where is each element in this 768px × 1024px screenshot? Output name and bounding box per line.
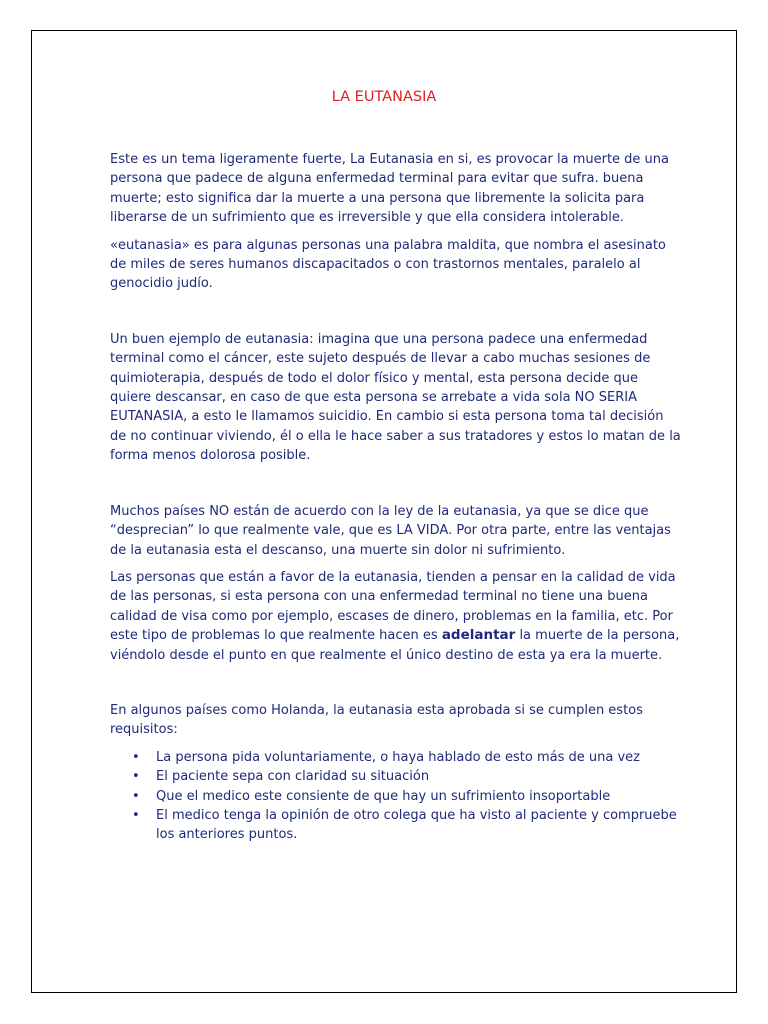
bullet-icon: •: [132, 807, 140, 823]
text-line: de la eutanasia esta el descanso, una muerte sin dolor ni sufrimiento.: [110, 542, 566, 558]
text-line: quimioterapia, después de todo el dolor físico y mental, esta persona decide que: [110, 370, 638, 386]
list-item: [110, 767, 658, 786]
text-line-with-emphasis: [110, 626, 680, 645]
list-item-text: El medico tenga la opinión de otro colega que ha visto al paciente y compruebe: [156, 807, 677, 823]
emphasized-word: adelantar: [441, 627, 516, 644]
text-line: En algunos países como Holanda, la eutanasia esta aprobada si se cumplen estos: [110, 702, 643, 718]
document-title: LA EUTANASIA: [331, 89, 437, 105]
text-line: EUTANASIA, a esto le llamamos suicidio. En cambio si esta persona toma tal decisión: [110, 409, 664, 425]
text-line: de miles de seres humanos discapacitados o con trastornos mentales, paralelo al: [110, 257, 641, 273]
paragraph-countries: [110, 502, 671, 560]
paragraph-intro: [110, 150, 669, 228]
bullet-icon: •: [132, 749, 140, 765]
text-line: Un buen ejemplo de eutanasia: imagina que una persona padece una enfermedad: [110, 331, 648, 347]
text-line: “desprecian” lo que realmente vale, que es LA VIDA. Por otra parte, entre las ventajas: [110, 523, 671, 539]
text-fragment: este tipo de problemas lo que realmente hacen es: [110, 628, 442, 644]
text-line: Este es un tema ligeramente fuerte, La Eutanasia en si, es provocar la muerte de una: [110, 152, 669, 167]
text-line: requisitos:: [110, 722, 178, 738]
list-item-text: El paciente sepa con claridad su situación: [156, 769, 430, 785]
paragraph-definition: [110, 236, 666, 294]
paragraph-in-favor: [110, 568, 680, 665]
list-item: [110, 787, 658, 806]
document-body: [110, 150, 681, 845]
list-item-text-continuation: los anteriores puntos.: [156, 827, 298, 843]
text-line: «eutanasia» es para algunas personas una palabra maldita, que nombra el asesinato: [110, 237, 666, 253]
text-line: forma menos dolorosa posible.: [110, 448, 311, 464]
text-fragment: la muerte de la persona,: [515, 628, 680, 644]
text-line: persona que padece de alguna enfermedad terminal para evitar que sufra. buena: [110, 171, 644, 187]
list-item: [110, 806, 677, 845]
text-line: Muchos países NO están de acuerdo con la ley de la eutanasia, ya que se dice que: [110, 503, 649, 519]
text-line: viéndolo desde el punto en que realmente el único destino de esta ya era la muerte.: [110, 647, 663, 663]
bullet-icon: •: [132, 769, 140, 785]
paragraph-example: [110, 330, 681, 466]
text-line: quiere descansar, en caso de que esta persona se arrebate a vida sola NO SERIA: [110, 390, 637, 406]
text-line: muerte; esto significa dar la muerte a una persona que libremente la solicita para: [110, 190, 645, 206]
requirements-list: [110, 748, 677, 845]
list-item-text: Que el medico este consiente de que hay un sufrimiento insoportable: [156, 788, 611, 804]
list-item-text: La persona pida voluntariamente, o haya hablado de esto más de una vez: [156, 749, 641, 765]
bullet-icon: •: [132, 788, 140, 804]
list-item: [110, 748, 658, 767]
text-line: liberarse de un sufrimiento que es irreversible y que ella considera intolerable.: [110, 210, 624, 226]
text-line: Las personas que están a favor de la eutanasia, tienden a pensar en la calidad de vida: [110, 569, 676, 585]
text-line: calidad de visa como por ejemplo, escases de dinero, problemas en la familia, etc. Por: [110, 608, 673, 624]
text-line: genocidio judío.: [110, 276, 213, 292]
text-line: terminal como el cáncer, este sujeto después de llevar a cabo muchas sesiones de: [110, 351, 651, 367]
text-line: de las personas, si esta persona con una enfermedad terminal no tiene una buena: [110, 589, 648, 605]
text-line: de no continuar viviendo, él o ella le hace saber a sus tratadores y estos lo matan de la: [110, 428, 681, 444]
paragraph-holland: [110, 701, 658, 740]
